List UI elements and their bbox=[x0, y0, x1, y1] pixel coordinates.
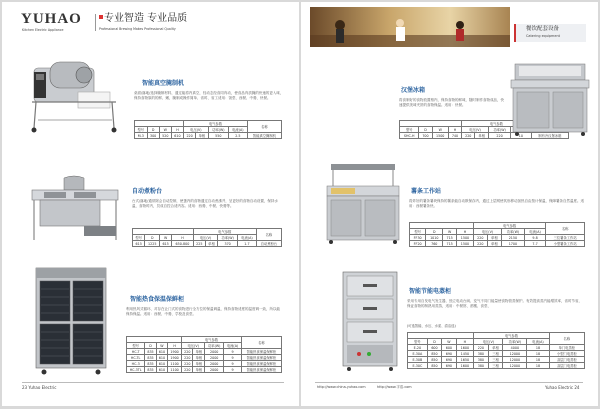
product-6-desc: 采用专用自发电气发生器，独立电动台阀、变气不同门能量使食物管蒸保护。有效提高蒸汽能增效率，省时节省，保证食物的制熟用蒸蒸，适用：中餐馆、酒楼、食堂、 bbox=[407, 299, 582, 308]
right-page bbox=[301, 2, 598, 406]
product-1-spec-table: 电气参数 名称 型号 D W H 电压(V) 功率(W) 电流(A) M-3 300 520 610 220 单相 550 2.5 智能真空腌制机 bbox=[134, 120, 282, 139]
product-5-desc: 利用热风式循环、对存在让门式的食物进行全方位的保温调温，保持食物适度的温度调一致，所以能保持保温。适用：西餐、中餐、学校及食堂。 bbox=[126, 307, 280, 316]
table-row: E-30A 850 690 1450 380 三相 12000 18 小型门电蒸柜 bbox=[408, 351, 585, 357]
brand-logo-sub: Kitchen Electric Appliance bbox=[22, 28, 64, 32]
restaurant-photo bbox=[310, 7, 510, 47]
brand-logo: YUHAO bbox=[21, 11, 82, 27]
product-1-name: 智能真空腌制机 bbox=[142, 80, 185, 87]
table-row: FF30 1010 715 1500 220 单相 2150 9.8 三位薯条工作站 bbox=[410, 235, 585, 241]
footer-url-2: http://www.宇浩.com bbox=[377, 385, 412, 389]
brand-slogan: 专业智造 专业品质 bbox=[104, 13, 188, 24]
table-row: 615 1225 615 650-800 225 单相 370 1.7 自动煮粉台 bbox=[133, 241, 282, 247]
footer-line-left bbox=[22, 382, 284, 383]
product-3-name: 自动煮粉台 bbox=[132, 188, 163, 195]
product-4-name: 薯条工作站 bbox=[411, 188, 442, 195]
table-row: FF20 760 715 1500 220 单相 1700 7.7 小型薯条工作站 bbox=[410, 241, 585, 247]
table-row: HC-3TL 835 610 1100 220 单相 2000 9 智能热食保温保鲜柜 bbox=[127, 367, 282, 373]
noodle-cooker-image bbox=[24, 174, 124, 244]
table-row: E-20 600 600 1600 220 单相 4000 18 单门电蒸柜 bbox=[408, 345, 585, 351]
table-row: HC-T 835 610 1900 220 单相 2000 9 智能热食保温保鲜柜 bbox=[127, 349, 282, 355]
product-3-desc: 台式/落地/通常除会自动控制，使蛋内的食物通过自动煮沸并，呈更好的食物自动设置，保持水温，食物时内，员成自控合适内容。适用：西餐、中餐、快餐等。 bbox=[132, 199, 278, 208]
footer-line-right bbox=[315, 382, 583, 383]
product-2-spec-table: 电气参数 型号 D W H 电压(V) 功率(W) SHC-H 700 1500 740 220 单相 220 10 制有冷汉堡冰箱 bbox=[399, 120, 569, 139]
table-row: HC-TL 835 610 1900 220 单相 2000 9 智能热食保温保鲜柜 bbox=[127, 355, 282, 361]
brand-slogan-en: Professional Brewing Makes Professional Quality bbox=[99, 27, 176, 31]
brand-accent bbox=[99, 15, 103, 19]
header-subtitle: Catering equipment bbox=[526, 34, 560, 38]
product-5-spec-table: 电气参数 名称 型号 D W H 电压(V) 功率(W) 电流(A) HC-T 835 610 1900 220 单相 2000 9 智能热食保温保鲜柜 HC-TL 835 610 1900 220 单相 2000 9 智能热食保温保鲜柜 HC-3 835 610 1100 220 单相 2000 9 智能热食保温保鲜柜 HC-3TL 835 610 1100 220 单相 2000 9 智能热食保温保鲜柜 bbox=[126, 336, 282, 373]
product-5-name: 智能热食保温保鲜柜 bbox=[130, 296, 185, 303]
product-4-spec-table: 电气参数 名称 型号 D W H 电压(V) 功率(W) 电流(A) FF30 1010 715 1500 220 单相 2150 9.8 三位薯条工作站 FF20 760 715 1500 220 单相 1700 7.7 小型薯条工作站 bbox=[409, 222, 585, 247]
header-title: 餐饮配套设备 bbox=[526, 26, 560, 32]
steamer-cabinet-image bbox=[339, 268, 401, 374]
burger-fridge-image bbox=[507, 62, 593, 138]
product-4-desc: 将炸好的薯条薯块保持的薯条能自动散保存内，通过上层网使其形移动加热自由按计保温，保障薯条自然温度。适用：西餐薯条快。 bbox=[409, 199, 584, 208]
product-6-spec-table: 电气参数 名称 型号 D W H 电压(V) 功率(W) 电流(A) E-20 600 600 1600 220 单相 4000 18 单门电蒸柜 E-30A 850 690 1450 380 三相 12000 18 小型门电蒸柜 E-30B 850 690 1650 380 三相 12000 18 双层门电蒸柜 E-30C 850 690 1600 380 三相 12000 18 双层门电蒸柜 bbox=[407, 332, 585, 369]
product-6-note: (可选智能、水压、水质、清洁选) bbox=[407, 324, 456, 328]
footer-left: 23 Yuhao Electric bbox=[22, 385, 57, 390]
product-6-name: 智能节能电蒸柜 bbox=[409, 288, 452, 295]
product-2-desc: 将食制好的食物放置格内，保持食物的鲜味，随时制作食物成品，快速提供美味夹饼的食物保温。适用：快餐。 bbox=[399, 98, 504, 107]
table-row: E-30B 850 690 1650 380 三相 12000 18 双层门电蒸柜 bbox=[408, 357, 585, 363]
table-row: M-3 300 520 610 220 单相 550 2.5 智能真空腌制机 bbox=[135, 133, 282, 139]
footer-right: Yuhao Electric 24 bbox=[545, 385, 580, 390]
warming-cabinet-image bbox=[32, 264, 110, 376]
product-3-spec-table: 电气参数 名称 型号 D W H 电压(V) 功率(W) 电流(A) 615 1225 615 650-800 225 单相 370 1.7 自动煮粉台 bbox=[132, 228, 282, 247]
brand-divider bbox=[95, 14, 96, 31]
table-row: E-30C 850 690 1600 380 三相 12000 18 双层门电蒸柜 bbox=[408, 363, 585, 369]
table-row: SHC-H 700 1500 740 220 单相 220 10 制有冷汉堡冰箱 bbox=[400, 133, 569, 139]
vacuum-marinator-image bbox=[26, 58, 122, 134]
product-1-desc: 桌面/落地/选择腌制材料，通过能将内真空，经动态经食同肉动，使食品肉质腌的快速的更入味，保持食物原的的鲜、嫩，腌制成操作简单、省时、省工适用：饭堂、西餐、中餐、快餐。 bbox=[134, 91, 284, 100]
table-row: HC-3 835 610 1100 220 单相 2000 9 智能热食保温保鲜柜 bbox=[127, 361, 282, 367]
left-page bbox=[2, 2, 299, 406]
product-2-name: 汉堡冰箱 bbox=[401, 87, 426, 94]
footer-url-1: http://www.china-yuhao.com bbox=[317, 385, 366, 389]
fries-station-image bbox=[323, 162, 403, 246]
